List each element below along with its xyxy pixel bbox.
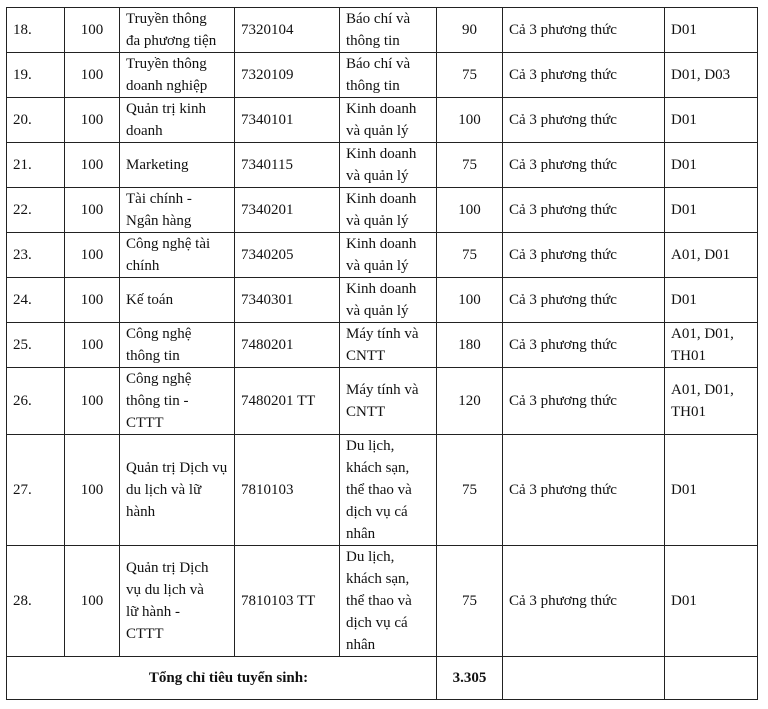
row-enrollment-count: 75: [437, 233, 503, 278]
row-quota: 100: [65, 233, 120, 278]
row-number: 21.: [7, 143, 65, 188]
row-subject-combo-line: A01, D01,: [671, 382, 734, 398]
row-program-code: 7340115: [235, 143, 340, 188]
table-row: [7, 278, 758, 323]
row-field-group: [340, 188, 437, 233]
row-admission-method: Cả 3 phương thức: [503, 53, 665, 98]
row-number: 20.: [7, 98, 65, 143]
row-field-group: [340, 435, 437, 546]
table-row: [7, 53, 758, 98]
row-subject-combo: [665, 546, 758, 657]
row-subject-combo-line: D01: [671, 202, 697, 218]
row-subject-combo-line: D01: [671, 482, 697, 498]
total-row: [7, 657, 758, 700]
row-program-name-line: Ngân hàng: [126, 213, 192, 229]
row-enrollment-count: 100: [437, 98, 503, 143]
row-enrollment-count: 100: [437, 188, 503, 233]
row-enrollment-count: 75: [437, 53, 503, 98]
row-admission-method: Cả 3 phương thức: [503, 323, 665, 368]
row-field-group: [340, 53, 437, 98]
row-quota: 100: [65, 546, 120, 657]
row-enrollment-count: 90: [437, 8, 503, 53]
row-program-code: 7810103: [235, 435, 340, 546]
row-subject-combo: [665, 233, 758, 278]
row-field-group-line: CNTT: [346, 348, 386, 364]
row-subject-combo: [665, 8, 758, 53]
row-enrollment-count: 120: [437, 368, 503, 435]
row-quota: 100: [65, 53, 120, 98]
row-program-code: 7340301: [235, 278, 340, 323]
row-program-name: [120, 546, 235, 657]
row-field-group-line: Máy tính và: [346, 326, 419, 342]
row-subject-combo: [665, 278, 758, 323]
row-program-code: 7320109: [235, 53, 340, 98]
row-number: 26.: [7, 368, 65, 435]
total-empty-1: [503, 657, 665, 700]
row-quota: 100: [65, 188, 120, 233]
row-program-name-line: Truyền thông: [126, 56, 207, 72]
row-program-name-line: du lịch và lữ: [126, 482, 202, 498]
row-program-code: 7480201: [235, 323, 340, 368]
row-program-name-line: lữ hành -: [126, 604, 180, 620]
row-program-name: [120, 143, 235, 188]
total-empty-2: [665, 657, 758, 700]
row-field-group-line: Máy tính và: [346, 382, 419, 398]
row-field-group: [340, 546, 437, 657]
row-enrollment-count: 100: [437, 278, 503, 323]
row-field-group-line: nhân: [346, 637, 376, 653]
row-field-group-line: Kinh doanh: [346, 191, 417, 207]
row-field-group-line: Báo chí và: [346, 11, 411, 27]
row-enrollment-count: 75: [437, 143, 503, 188]
row-program-code: 7480201 TT: [235, 368, 340, 435]
row-subject-combo-line: D01: [671, 112, 697, 128]
row-program-code: 7340205: [235, 233, 340, 278]
row-field-group-line: và quản lý: [346, 303, 409, 319]
row-subject-combo: [665, 143, 758, 188]
row-program-name-line: doanh nghiệp: [126, 78, 208, 94]
row-quota: 100: [65, 435, 120, 546]
row-program-name-line: vụ du lịch và: [126, 582, 204, 598]
row-admission-method: Cả 3 phương thức: [503, 143, 665, 188]
row-field-group: [340, 278, 437, 323]
table-row: [7, 233, 758, 278]
row-field-group-line: khách sạn,: [346, 571, 410, 587]
row-number: 25.: [7, 323, 65, 368]
row-field-group-line: nhân: [346, 526, 376, 542]
row-field-group-line: thể thao và: [346, 482, 412, 498]
row-number: 27.: [7, 435, 65, 546]
row-number: 22.: [7, 188, 65, 233]
row-admission-method: Cả 3 phương thức: [503, 278, 665, 323]
row-admission-method: Cả 3 phương thức: [503, 546, 665, 657]
row-program-name-line: Tài chính -: [126, 191, 192, 207]
row-subject-combo-line: D01, D03: [671, 67, 731, 83]
row-subject-combo: [665, 53, 758, 98]
row-program-name: [120, 8, 235, 53]
row-field-group: [340, 368, 437, 435]
table-row: [7, 188, 758, 233]
row-field-group-line: Kinh doanh: [346, 101, 417, 117]
row-field-group-line: dịch vụ cá: [346, 615, 408, 631]
row-program-name-line: Công nghệ: [126, 326, 192, 342]
row-subject-combo: [665, 368, 758, 435]
row-subject-combo-line: D01: [671, 292, 697, 308]
row-quota: 100: [65, 278, 120, 323]
row-program-code: 7320104: [235, 8, 340, 53]
total-value: 3.305: [437, 657, 503, 700]
row-program-name-line: chính: [126, 258, 160, 274]
row-subject-combo-line: A01, D01: [671, 247, 731, 263]
row-field-group-line: khách sạn,: [346, 460, 410, 476]
row-subject-combo-line: D01: [671, 593, 697, 609]
row-program-name-line: thông tin -: [126, 393, 189, 409]
row-program-name-line: Quản trị Dịch: [126, 560, 209, 576]
row-field-group-line: Du lịch,: [346, 549, 395, 565]
row-program-name-line: CTTT: [126, 626, 164, 642]
row-program-name-line: CTTT: [126, 415, 164, 431]
row-field-group-line: Kinh doanh: [346, 236, 417, 252]
row-subject-combo: [665, 188, 758, 233]
row-program-code: 7810103 TT: [235, 546, 340, 657]
row-enrollment-count: 75: [437, 435, 503, 546]
row-admission-method: Cả 3 phương thức: [503, 188, 665, 233]
table-body: [7, 8, 758, 657]
row-program-name-line: Công nghệ: [126, 371, 192, 387]
row-program-name-line: Quản trị kinh: [126, 101, 206, 117]
table-row: [7, 98, 758, 143]
row-subject-combo: [665, 98, 758, 143]
row-program-name: [120, 188, 235, 233]
row-enrollment-count: 75: [437, 546, 503, 657]
total-label: Tổng chỉ tiêu tuyển sinh:: [7, 657, 437, 700]
row-field-group-line: Kinh doanh: [346, 146, 417, 162]
row-quota: 100: [65, 8, 120, 53]
row-enrollment-count: 180: [437, 323, 503, 368]
row-program-name-line: thông tin: [126, 348, 180, 364]
row-program-name-line: Quản trị Dịch vụ: [126, 460, 228, 476]
row-field-group-line: Báo chí và: [346, 56, 411, 72]
row-quota: 100: [65, 323, 120, 368]
row-quota: 100: [65, 368, 120, 435]
row-program-name-line: đa phương tiện: [126, 33, 217, 49]
row-subject-combo-line: D01: [671, 157, 697, 173]
table-row: [7, 546, 758, 657]
row-number: 23.: [7, 233, 65, 278]
row-field-group-line: thông tin: [346, 78, 400, 94]
table-row: [7, 143, 758, 188]
row-field-group: [340, 323, 437, 368]
row-number: 24.: [7, 278, 65, 323]
table-row: [7, 435, 758, 546]
row-program-name: [120, 435, 235, 546]
table-row: [7, 323, 758, 368]
table-row: [7, 8, 758, 53]
row-program-name: [120, 323, 235, 368]
row-number: 19.: [7, 53, 65, 98]
row-admission-method: Cả 3 phương thức: [503, 368, 665, 435]
row-subject-combo-line: D01: [671, 22, 697, 38]
row-field-group-line: CNTT: [346, 404, 386, 420]
row-field-group: [340, 98, 437, 143]
row-subject-combo-line: A01, D01,: [671, 326, 734, 342]
row-number: 18.: [7, 8, 65, 53]
row-program-name-line: hành: [126, 504, 156, 520]
row-subject-combo: [665, 435, 758, 546]
row-subject-combo: [665, 323, 758, 368]
row-field-group-line: và quản lý: [346, 168, 409, 184]
row-program-name: [120, 98, 235, 143]
row-subject-combo-line: TH01: [671, 348, 706, 364]
row-program-code: 7340201: [235, 188, 340, 233]
row-field-group-line: Kinh doanh: [346, 281, 417, 297]
row-field-group-line: và quản lý: [346, 123, 409, 139]
row-field-group-line: và quản lý: [346, 213, 409, 229]
row-field-group-line: thể thao và: [346, 593, 412, 609]
row-field-group-line: dịch vụ cá: [346, 504, 408, 520]
row-subject-combo-line: TH01: [671, 404, 706, 420]
row-program-name-line: Truyền thông: [126, 11, 207, 27]
row-admission-method: Cả 3 phương thức: [503, 233, 665, 278]
row-field-group-line: và quản lý: [346, 258, 409, 274]
row-field-group: [340, 143, 437, 188]
row-program-name-line: Kế toán: [126, 292, 174, 308]
row-program-name: [120, 278, 235, 323]
row-field-group: [340, 8, 437, 53]
row-field-group-line: thông tin: [346, 33, 400, 49]
row-program-name: [120, 368, 235, 435]
row-number: 28.: [7, 546, 65, 657]
row-field-group-line: Du lịch,: [346, 438, 395, 454]
row-program-name: [120, 53, 235, 98]
row-program-name: [120, 233, 235, 278]
row-field-group: [340, 233, 437, 278]
row-program-code: 7340101: [235, 98, 340, 143]
row-program-name-line: doanh: [126, 123, 163, 139]
admission-quota-table: [6, 7, 758, 700]
row-admission-method: Cả 3 phương thức: [503, 435, 665, 546]
row-quota: 100: [65, 143, 120, 188]
row-program-name-line: Marketing: [126, 157, 189, 173]
row-admission-method: Cả 3 phương thức: [503, 98, 665, 143]
table-row: [7, 368, 758, 435]
row-program-name-line: Công nghệ tài: [126, 236, 211, 252]
row-admission-method: Cả 3 phương thức: [503, 8, 665, 53]
row-quota: 100: [65, 98, 120, 143]
